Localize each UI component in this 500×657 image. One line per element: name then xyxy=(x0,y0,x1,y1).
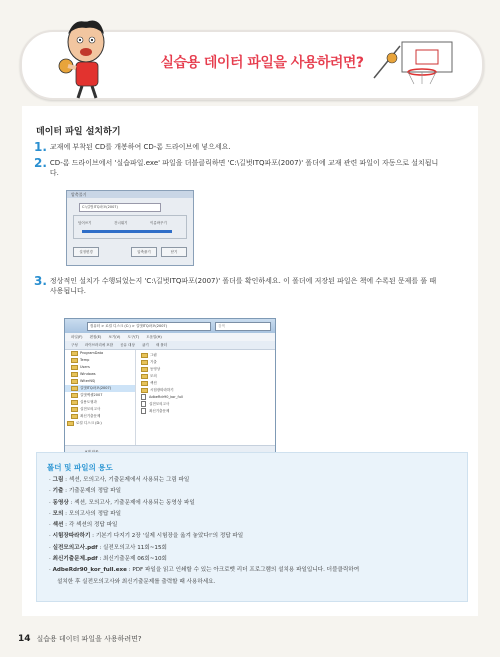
file-item: 기출 xyxy=(141,359,271,366)
folder-icon xyxy=(141,381,148,386)
tree-item: 실용도형과 xyxy=(65,399,135,406)
folder-icon xyxy=(71,351,78,356)
menu-item: 도구(T) xyxy=(127,335,140,339)
cartoon-character-illustration xyxy=(56,14,114,100)
info-box xyxy=(36,452,468,602)
folder-icon xyxy=(141,374,148,379)
menu-item: 파일(F) xyxy=(71,335,83,339)
step-text: 교재에 부착된 CD를 개봉하여 CD-롬 드라이브에 넣으세요. xyxy=(49,143,231,151)
info-item: · AdbeRdr90_kor_full.exe : PDF 파일을 읽고 인쇄할 수 있는 아크로벳 리더 프로그램의 설치용 파일입니다. 더블클릭하여 xyxy=(49,567,360,574)
info-item: · 모의 : 모의고사의 정답 파일 xyxy=(49,510,122,517)
basketball-hoop-illustration xyxy=(372,38,462,88)
dialog-options-group xyxy=(73,215,187,239)
info-item: · 최신기출문제.pdf : 최신기출문제 06회~10회 xyxy=(49,556,167,563)
folder-icon xyxy=(71,379,78,384)
folder-icon xyxy=(71,400,78,405)
file-item: AdbeRdr90_kor_full xyxy=(141,394,271,401)
section-title: 데이터 파일 설치하기 xyxy=(36,127,121,137)
file-item: 실전모의고사 xyxy=(141,401,271,408)
menu-item: 보기(V) xyxy=(108,335,121,339)
explorer-window-screenshot xyxy=(64,318,276,460)
dialog-progress-bar xyxy=(82,230,172,233)
tool-item: 공유 대상 xyxy=(120,343,135,347)
tree-item: Temp xyxy=(65,357,135,364)
folder-icon xyxy=(71,358,78,363)
tree-item: Windows xyxy=(65,371,135,378)
explorer-address: 컴퓨터 > 로컬 디스크 (C:) > 길벗ITQ파포(2007) xyxy=(87,322,211,331)
drive-icon xyxy=(67,421,74,426)
tree-item: 실전모의고사 xyxy=(65,406,135,413)
info-list xyxy=(49,475,459,588)
folder-icon xyxy=(71,386,78,391)
dialog-path-field: C:\길벗ITQ파포(2007) xyxy=(79,203,161,212)
file-icon xyxy=(141,394,146,400)
page-title: 실습용 데이터 파일을 사용하려면? xyxy=(160,55,364,71)
step-text: CD-롬 드라이브에서 '실습파일.exe' 파일을 더블클릭하면 'C:\길벗ITQ파포(2007)' 폴더에 교재 관련 파일이 자동으로 설치됩니다. xyxy=(49,159,439,177)
file-item: 모의 xyxy=(141,373,271,380)
folder-icon xyxy=(71,407,78,412)
folder-icon xyxy=(141,388,148,393)
file-item: 최신기출문제 xyxy=(141,408,271,415)
folder-icon xyxy=(71,393,78,398)
info-item: · 그림 : 섹션, 모의고사, 기출문제에서 사용되는 그림 파일 xyxy=(49,477,190,483)
tree-item: Users xyxy=(65,364,135,371)
file-icon xyxy=(141,408,146,414)
step-3 xyxy=(34,276,454,296)
tree-item: 최신기출문제 xyxy=(65,413,135,420)
step-text: 정상적인 설치가 수행되었는지 'C:\길벗ITQ파포(2007)' 폴더를 확인하세요. 이 폴더에 저장된 파일은 책에 수록된 문제를 풀 때 사용됩니다. xyxy=(49,277,437,295)
explorer-folder-tree xyxy=(65,350,136,446)
explorer-file-list xyxy=(141,352,271,442)
info-item: 설치한 후 실전모의고사와 최신기출문제를 출력할 때 사용하세요. xyxy=(57,578,216,585)
dialog-settings-button: 설정변경 xyxy=(73,247,99,257)
file-item: 섹션 xyxy=(141,380,271,387)
folder-icon xyxy=(71,414,78,419)
folder-icon xyxy=(71,365,78,370)
file-item: 그림 xyxy=(141,352,271,359)
explorer-address-bar xyxy=(65,319,275,333)
tree-item: 길벗엑셀2007 xyxy=(65,392,135,399)
tree-item: WiterNSj xyxy=(65,378,135,385)
explorer-toolbar xyxy=(65,341,275,350)
explorer-search: 검색 xyxy=(215,322,271,331)
dialog-extract-button: 압축풀기 xyxy=(131,247,157,257)
dialog-option: 이름바꾸기 xyxy=(150,221,167,225)
file-item: 동영상 xyxy=(141,366,271,373)
info-item: · 시험장따라하기 : 기본기 다지기 2장 '실제 시험장을 옮겨 놓았다!'의 정답 파일 xyxy=(49,533,244,540)
step-2 xyxy=(34,158,454,178)
info-item: · 섹션 : 각 섹션의 정답 파일 xyxy=(49,522,118,529)
step-number: 1. xyxy=(34,140,47,154)
tool-item: 굽기 xyxy=(141,343,149,347)
tool-item: 구성 xyxy=(71,343,78,347)
menu-item: 도움말(H) xyxy=(146,335,162,339)
footer-text: 실습용 데이터 파일을 사용하려면? xyxy=(36,635,142,643)
tool-item: 새 폴더 xyxy=(155,343,168,347)
dialog-option: 건너뛰기 xyxy=(114,221,128,225)
tool-item: 라이브러리에 포함 xyxy=(84,343,114,347)
folder-icon xyxy=(141,360,148,365)
folder-icon xyxy=(141,367,148,372)
menu-item: 편집(E) xyxy=(89,335,102,339)
tree-item: ProgramData xyxy=(65,350,135,357)
info-title: 폴더 및 파일의 용도 xyxy=(47,463,113,472)
file-icon xyxy=(141,401,146,407)
extract-dialog-screenshot xyxy=(66,190,194,266)
info-item: · 동영상 : 섹션, 모의고사, 기출문제에 사용되는 동영상 파일 xyxy=(49,499,195,506)
file-item: 시험장따라하기 xyxy=(141,387,271,394)
page-footer xyxy=(18,634,142,644)
dialog-title: 압축풀기 xyxy=(67,191,193,198)
folder-icon xyxy=(141,353,148,358)
info-item: · 기출 : 기출문제의 정답 파일 xyxy=(49,488,122,495)
dialog-close-button: 닫기 xyxy=(161,247,187,257)
info-item: · 실전모의고사.pdf : 실전모의고사 11회~15회 xyxy=(49,544,167,551)
page-number: 14 xyxy=(18,634,31,644)
step-number: 2. xyxy=(34,156,47,170)
tree-item-selected: 길벗ITQ파포(2007) xyxy=(65,385,135,392)
tree-item: 로컬 디스크 (D:) xyxy=(65,420,135,427)
step-number: 3. xyxy=(34,274,47,288)
dialog-option: 덮어쓰기 xyxy=(78,221,92,225)
step-1 xyxy=(34,142,454,154)
folder-icon xyxy=(71,372,78,377)
